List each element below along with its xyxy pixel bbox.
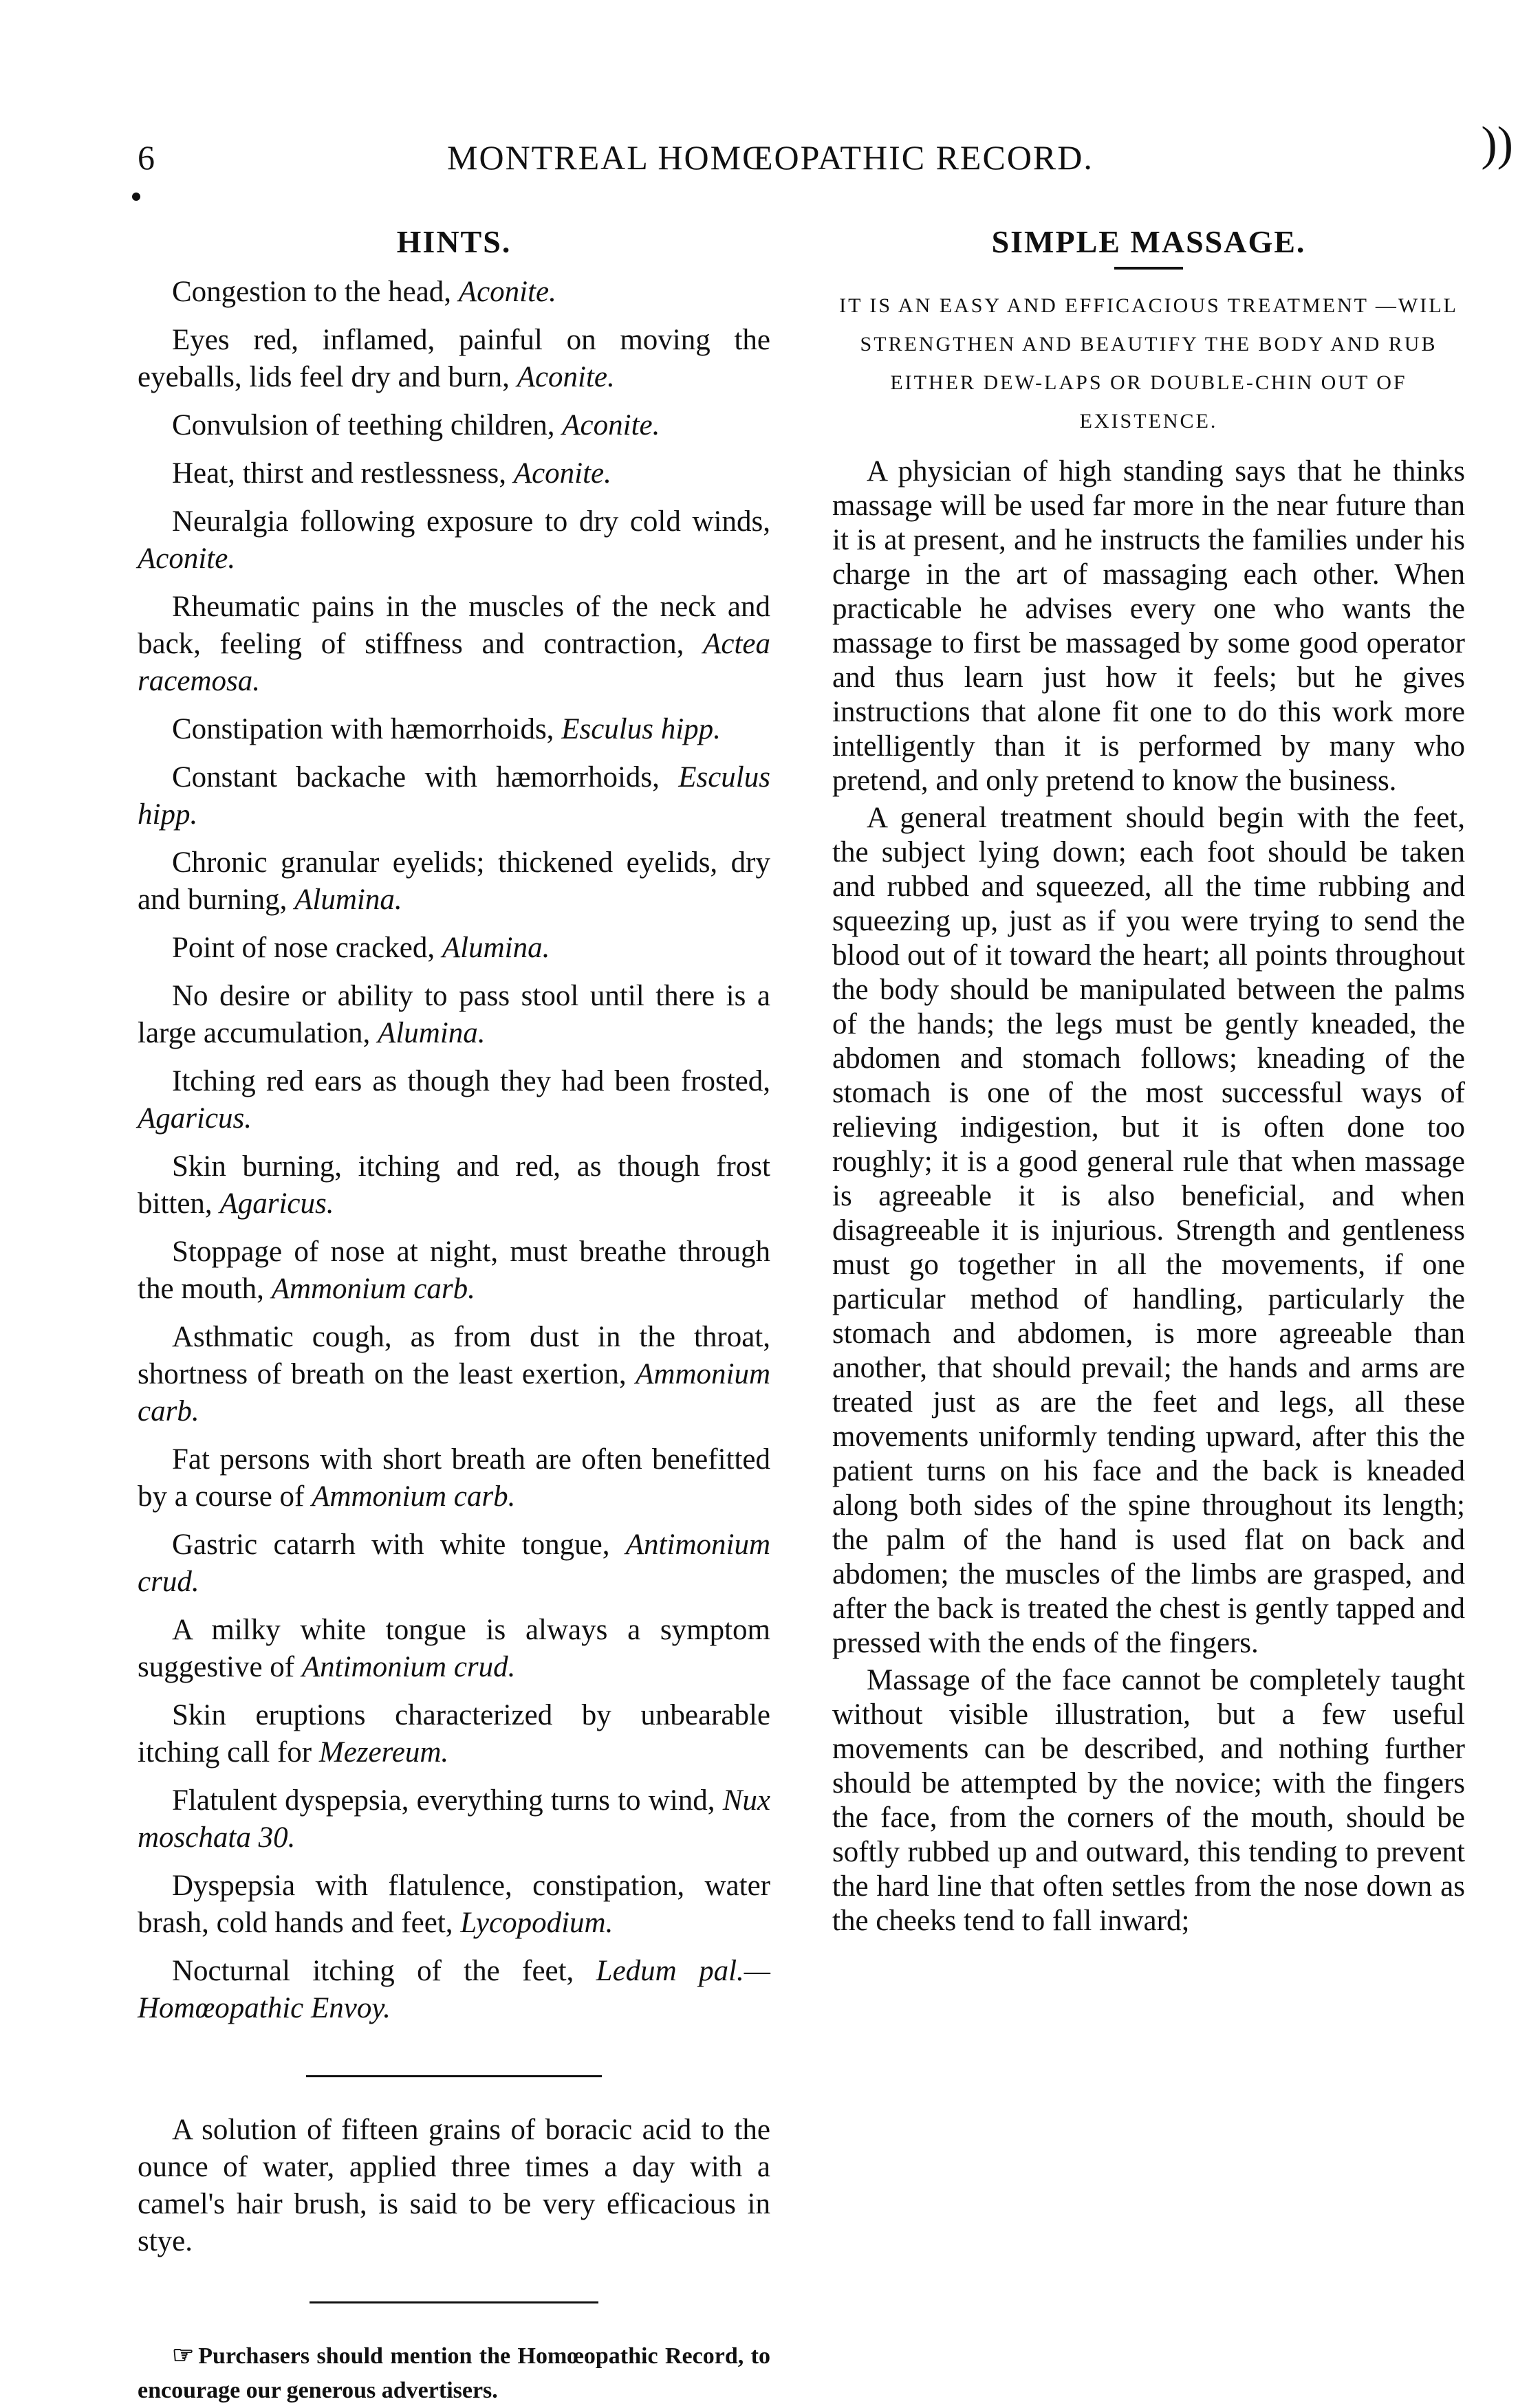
page-number: 6 <box>138 138 155 177</box>
hint-remedy: Aconite. <box>562 409 660 441</box>
columns <box>138 223 1465 2408</box>
title-rule <box>1114 267 1183 270</box>
hint-item <box>138 1234 770 1308</box>
hints-list <box>138 274 770 2027</box>
hint-remedy: Esculus hipp. <box>138 761 770 831</box>
boracic-note: A solution of fifteen grains of boracic acid to the ounce of water, applied three times a day with a camel's hair brush, is said to be very efficacious in stye. <box>138 2114 770 2257</box>
divider-rule <box>310 2301 598 2303</box>
hint-text: Constipation with hæmorrhoids, <box>172 713 562 745</box>
pointing-hand-icon: ☞ <box>172 2341 195 2369</box>
hint-item <box>138 1441 770 1515</box>
hint-item <box>138 711 770 748</box>
divider-rule <box>306 2075 602 2077</box>
hint-item <box>138 1953 770 2027</box>
hint-remedy: Agaricus. <box>219 1187 334 1220</box>
hint-text: Flatulent dyspepsia, everything turns to wind, <box>172 1784 723 1817</box>
hint-remedy: Ammonium carb. <box>271 1273 475 1305</box>
hint-item <box>138 1063 770 1137</box>
hint-text: No desire or ability to pass stool until there is a large accumulation, <box>138 980 770 1049</box>
hint-item <box>138 407 770 444</box>
purchasers-text: Purchasers should mention the Homœopathic Record, to encourage our generous advertisers. <box>138 2343 770 2403</box>
hints-title: HINTS. <box>396 224 512 259</box>
hint-text: Rheumatic pains in the muscles of the neck and back, feeling of stiffness and contraction, <box>138 591 770 660</box>
hint-text: Fat persons with short breath are often benefitted by a course of <box>138 1443 770 1513</box>
hint-text: Skin eruptions characterized by unbearable itching call for <box>138 1699 770 1769</box>
hint-remedy: Alumina. <box>294 884 402 916</box>
hint-item <box>138 455 770 492</box>
hint-remedy: Antimonium crud. <box>301 1651 516 1683</box>
hint-remedy: Esculus hipp. <box>561 713 721 745</box>
newspaper-page <box>117 118 1513 2403</box>
margin-dot <box>132 193 140 201</box>
hint-text: A milky white tongue is always a symptom suggestive of <box>138 1614 770 1683</box>
hint-item <box>138 589 770 700</box>
hint-item <box>138 1319 770 1430</box>
left-column <box>138 223 770 2408</box>
hint-text: Skin burning, itching and red, as though frost bitten, <box>138 1150 770 1220</box>
hint-remedy: Alumina. <box>378 1017 486 1049</box>
hint-item <box>138 1697 770 1771</box>
hint-text: Asthmatic cough, as from dust in the throat, shortness of breath on the least exertion, <box>138 1321 770 1390</box>
hint-remedy: Ammonium carb. <box>138 1358 770 1427</box>
hint-item <box>138 322 770 396</box>
article-deck: IT IS AN EASY AND EFFICACIOUS TREATMENT —WILL STRENGTHEN AND BEAUTIFY THE BODY AND RUB EITHER DEW-LAPS OR DOUBLE-CHIN OUT OF EXISTENCE. <box>839 294 1458 433</box>
hint-text: Congestion to the head, <box>172 276 459 308</box>
hint-remedy: Aconite. <box>138 543 236 575</box>
hint-text: Eyes red, inflamed, painful on moving the eyeballs, lids feel dry and burn, <box>138 324 770 393</box>
hint-item <box>138 1612 770 1686</box>
hint-item <box>138 1782 770 1857</box>
hint-text: Stoppage of nose at night, must breathe through the mouth, <box>138 1236 770 1305</box>
massage-title: SIMPLE MASSAGE. <box>991 224 1306 259</box>
article-paragraph: A physician of high standing says that he thinks massage will be used far more in the near future than it is at present, and he instructs the families under his charge in the art of massaging each other. When practicable he advises every one who wants the massage to first be massaged by some good operator and thus learn just how it feels; but he gives instructions that alone fit one to do this work more intelligently than it is performed by many who pretend, and only pretend to know the business. <box>832 455 1465 797</box>
page-header <box>117 118 1513 199</box>
purchasers-note <box>138 2338 770 2408</box>
hint-text: Itching red ears as though they had been frosted, <box>172 1065 770 1097</box>
hint-text: Constant backache with hæmorrhoids, <box>172 761 679 793</box>
hint-remedy: Aconite. <box>458 276 556 308</box>
hint-remedy: Agaricus. <box>138 1102 252 1135</box>
hint-text: Heat, thirst and restlessness, <box>172 457 514 490</box>
hint-item <box>138 503 770 578</box>
hint-remedy: Ammonium carb. <box>312 1480 516 1513</box>
corner-mark: )) <box>1481 118 1513 171</box>
article-paragraph: A general treatment should begin with the feet, the subject lying down; each foot should be taken and rubbed and squeezed, all the time rubbing and squeezing up, just as if you were trying to send the blood out of it toward the heart; all points throughout the body should be manipulated between the palms of the hands; the legs must be gently kneaded, the abdomen and stomach follows; kneading of the stomach is one of the most successful ways of relieving indigestion, but it is often done too roughly; it is a good general rule that when massage is agreeable it is also beneficial, and when disagreeable it is injurious. Strength and gentleness must go together in all the movements, if one particular method of handling, particularly the stomach and abdomen, is more agreeable than another, that should prevail; the hands and arms are treated just as are the feet and legs, all these movements uniformly tending upward, after this the patient turns on his face and the back is kneaded along both sides of the spine throughout its length; the palm of the hand is used flat on back and abdomen; the muscles of the limbs are grasped, and after the back is treated the chest is gently tapped and pressed with the ends of the fingers. <box>832 802 1465 1659</box>
hint-remedy: Aconite. <box>513 457 611 490</box>
hint-text: Nocturnal itching of the feet, <box>172 1955 596 1987</box>
hint-text: Convulsion of teething children, <box>172 409 563 441</box>
article-paragraph: Massage of the face cannot be completely taught without visible illustration, but a few useful movements can be described, and nothing further should be attempted by the novice; with the fingers the face, from the corners of the mouth, should be softly rubbed up and outward, this tending to prevent the hard line that often settles from the nose down as the cheeks tend to fall inward; <box>832 1664 1465 1937</box>
hint-text: Neuralgia following exposure to dry cold winds, <box>172 505 770 538</box>
hint-remedy: Lycopodium. <box>460 1907 614 1939</box>
hint-remedy: Antimonium crud. <box>138 1529 770 1598</box>
hint-remedy: Actea racemosa. <box>138 628 770 697</box>
hint-remedy: Ledum pal.—Homœopathic Envoy. <box>138 1955 771 2024</box>
running-title: MONTREAL HOMŒOPATHIC RECORD. <box>447 138 1094 177</box>
hint-remedy: Nux moschata 30. <box>138 1784 770 1854</box>
hint-remedy: Alumina. <box>442 932 550 964</box>
hint-item <box>138 1868 770 1942</box>
right-column <box>832 223 1465 2408</box>
hint-item <box>138 978 770 1052</box>
hint-text: Dyspepsia with flatulence, constipation, water brash, cold hands and feet, <box>138 1870 770 1939</box>
hint-item <box>138 930 770 967</box>
hint-text: Point of nose cracked, <box>172 932 442 964</box>
hint-remedy: Aconite. <box>517 361 615 393</box>
hint-item <box>138 844 770 919</box>
hint-item <box>138 1148 770 1223</box>
hint-item <box>138 274 770 311</box>
hint-text: Chronic granular eyelids; thickened eyelids, dry and burning, <box>138 846 770 916</box>
hint-item <box>138 1526 770 1601</box>
hint-remedy: Mezereum. <box>318 1736 449 1769</box>
hint-text: Gastric catarrh with white tongue, <box>172 1529 626 1561</box>
hint-item <box>138 759 770 833</box>
